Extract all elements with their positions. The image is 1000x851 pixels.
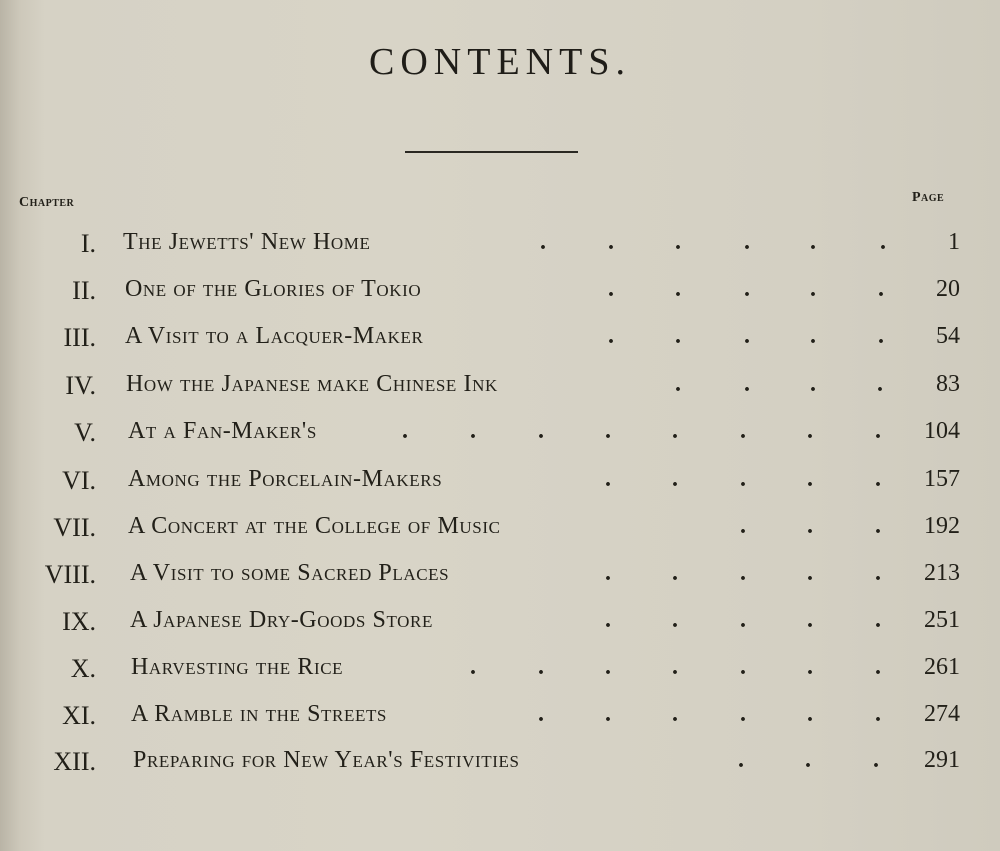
page-number: 83: [936, 371, 960, 397]
toc-entry: [0, 466, 1000, 506]
leader-dot: .: [810, 323, 816, 349]
leader-dot: .: [875, 560, 881, 586]
chapter-numeral: VII.: [53, 513, 96, 542]
page-number: 251: [924, 607, 960, 633]
page-number: 104: [924, 418, 960, 444]
leader-dot: .: [675, 323, 681, 349]
leader-dot: .: [672, 654, 678, 680]
chapter-numeral: III.: [63, 323, 96, 352]
leader-dot: .: [738, 747, 744, 773]
leader-dot: .: [672, 607, 678, 633]
leader-dot: .: [807, 701, 813, 727]
chapter-numeral: X.: [70, 654, 96, 683]
chapter-title: The Jewetts' New Home: [123, 229, 371, 255]
leader-dot: .: [672, 418, 678, 444]
leader-dot: .: [875, 418, 881, 444]
leader-dot: .: [605, 654, 611, 680]
chapter-title: How the Japanese make Chinese Ink: [126, 371, 498, 397]
chapter-numeral: II.: [72, 276, 96, 305]
leader-dot: .: [605, 560, 611, 586]
leader-dot: .: [605, 418, 611, 444]
leader-dot: .: [538, 418, 544, 444]
leader-dot: .: [740, 701, 746, 727]
leader-dot: .: [810, 229, 816, 255]
leader-dot: .: [740, 466, 746, 492]
chapter-title: Preparing for New Year's Festivities: [133, 747, 520, 773]
chapter-numeral: VIII.: [44, 560, 96, 589]
leader-dot: .: [878, 276, 884, 302]
leader-dot: .: [744, 229, 750, 255]
leader-dot: .: [538, 654, 544, 680]
leader-dot: .: [878, 323, 884, 349]
leader-dot: .: [875, 701, 881, 727]
chapter-numeral: VI.: [62, 466, 96, 495]
toc-entry: [0, 229, 1000, 269]
leader-dot: .: [807, 607, 813, 633]
toc-entry: [0, 701, 1000, 741]
toc-entry: [0, 371, 1000, 411]
chapter-title: Harvesting the Rice: [131, 654, 344, 680]
chapter-title: Among the Porcelain-Makers: [128, 466, 443, 492]
leader-dot: .: [402, 418, 408, 444]
chapter-numeral: XII.: [53, 747, 96, 776]
chapter-title: At a Fan-Maker's: [128, 418, 317, 444]
leader-dot: .: [807, 513, 813, 539]
chapter-numeral: IV.: [65, 371, 96, 400]
chapter-numeral: V.: [74, 418, 96, 447]
leader-dot: .: [675, 371, 681, 397]
leader-dot: .: [672, 701, 678, 727]
leader-dot: .: [807, 560, 813, 586]
page-number: 274: [924, 701, 960, 727]
chapter-title: A Visit to a Lacquer-Maker: [125, 323, 424, 349]
leader-dot: .: [875, 513, 881, 539]
toc-entry: [0, 607, 1000, 647]
page-number: 213: [924, 560, 960, 586]
leader-dot: .: [873, 747, 879, 773]
leader-dot: .: [608, 276, 614, 302]
leader-dot: .: [675, 229, 681, 255]
leader-dot: .: [880, 229, 886, 255]
page-number: 291: [924, 747, 960, 773]
chapter-numeral: I.: [80, 229, 96, 258]
leader-dot: .: [608, 323, 614, 349]
chapter-title: One of the Glories of Tokio: [125, 276, 422, 302]
toc-entry: [0, 560, 1000, 600]
toc-entry: [0, 747, 1000, 787]
leader-dot: .: [672, 560, 678, 586]
toc-entry: [0, 513, 1000, 553]
leader-dot: .: [605, 701, 611, 727]
leader-dot: .: [605, 466, 611, 492]
leader-dot: .: [540, 229, 546, 255]
toc-entry: [0, 323, 1000, 363]
leader-dot: .: [744, 371, 750, 397]
page-number: 54: [936, 323, 960, 349]
page-number: 1: [948, 229, 960, 255]
leader-dot: .: [810, 276, 816, 302]
chapter-numeral: IX.: [62, 607, 96, 636]
page-number: 261: [924, 654, 960, 680]
leader-dot: .: [875, 607, 881, 633]
leader-dot: .: [740, 607, 746, 633]
leader-dot: .: [875, 466, 881, 492]
leader-dot: .: [675, 276, 681, 302]
leader-dot: .: [805, 747, 811, 773]
toc-entry: [0, 654, 1000, 694]
leader-dot: .: [744, 276, 750, 302]
chapter-column-header: Chapter: [19, 195, 75, 210]
toc-entry: [0, 276, 1000, 316]
chapter-numeral: XI.: [62, 701, 96, 730]
leader-dot: .: [672, 466, 678, 492]
chapter-title: A Concert at the College of Music: [128, 513, 501, 539]
leader-dot: .: [807, 418, 813, 444]
page-number: 157: [924, 466, 960, 492]
leader-dot: .: [470, 418, 476, 444]
leader-dot: .: [807, 654, 813, 680]
leader-dot: .: [744, 323, 750, 349]
chapter-title: A Ramble in the Streets: [131, 701, 387, 727]
chapter-title: A Japanese Dry-Goods Store: [130, 607, 433, 633]
title-rule: [405, 151, 578, 153]
leader-dot: .: [538, 701, 544, 727]
leader-dot: .: [877, 371, 883, 397]
leader-dot: .: [810, 371, 816, 397]
leader-dot: .: [807, 466, 813, 492]
leader-dot: .: [605, 607, 611, 633]
leader-dot: .: [875, 654, 881, 680]
leader-dot: .: [740, 513, 746, 539]
leader-dot: .: [740, 654, 746, 680]
leader-dot: .: [740, 560, 746, 586]
leader-dot: .: [608, 229, 614, 255]
page-column-header: Page: [912, 190, 945, 205]
page-number: 20: [936, 276, 960, 302]
leader-dot: .: [470, 654, 476, 680]
leader-dot: .: [740, 418, 746, 444]
chapter-title: A Visit to some Sacred Places: [130, 560, 450, 586]
page-number: 192: [924, 513, 960, 539]
toc-entry: [0, 418, 1000, 458]
page-title: CONTENTS.: [369, 41, 631, 83]
